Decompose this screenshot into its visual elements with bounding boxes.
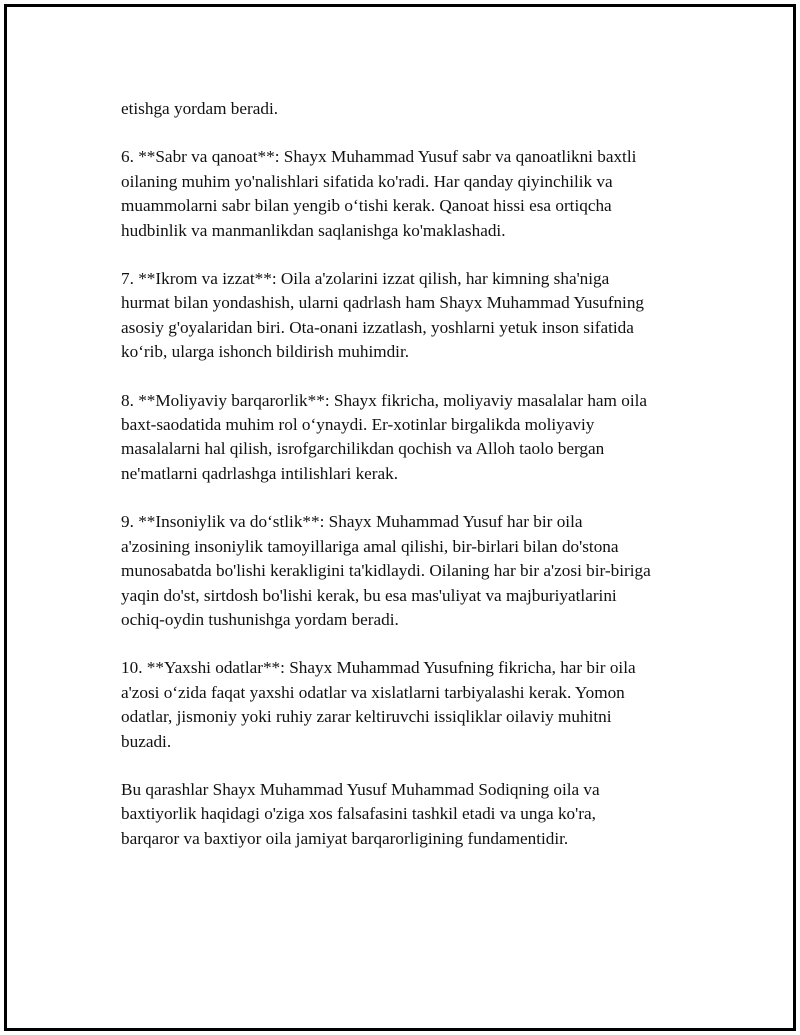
paragraph-sabr-va-qanoat: 6. **Sabr va qanoat**: Shayx Muhammad Yusuf sabr va qanoatlikni baxtli oilaning muhim yo'nalishlari sifatida ko'radi. Har qanday qiyinchilik va muammolarni sabr bilan yengib oʻtishi kerak. Qanoat hissi esa ortiqcha hudbinlik va manmanlikdan saqlanishga ko'maklashadi. (121, 147, 637, 240)
paragraph-continuation: etishga yordam beradi. (121, 99, 279, 118)
paragraph-insoniylik-va-dostlik: 9. **Insoniylik va doʻstlik**: Shayx Muhammad Yusuf har bir oila a'zosining insoniylik tamoyillariga amal qilishi, bir-birlari bilan do'stona munosabatda bo'lishi kerakligini ta'kidlaydi. Oilaning har bir a'zosi bir-biriga yaqin do'st, sirtdosh bo'lishi kerak, bu esa mas'uliyat va majburiyatlarini ochiq-oydin tushunishga yordam beradi. (121, 512, 651, 629)
page-frame (4, 4, 796, 1031)
paragraph-ikrom-va-izzat: 7. **Ikrom va izzat**: Oila a'zolarini izzat qilish, har kimning sha'niga hurmat bilan yondashish, ularni qadrlash ham Shayx Muhammad Yusufning asosiy g'oyalaridan biri. Ota-onani izzatlash, yoshlarni yetuk inson sifatida koʻrib, ularga ishonch bildirish muhimdir. (121, 269, 645, 362)
paragraph-yaxshi-odatlar: 10. **Yaxshi odatlar**: Shayx Muhammad Yusufning fikricha, har bir oila a'zosi oʻzida faqat yaxshi odatlar va xislatlarni tarbiyalashi kerak. Yomon odatlar, jismoniy yoki ruhiy zarar keltiruvchi issiqliklar oilaviy muhitni buzadi. (121, 658, 636, 751)
paragraph-conclusion: Bu qarashlar Shayx Muhammad Yusuf Muhammad Sodiqning oila va baxtiyorlik haqidagi o'ziga xos falsafasini tashkil etadi va unga ko'ra, barqaror va baxtiyor oila jamiyat barqarorligining fundamentidir. (121, 779, 600, 848)
document-body (121, 97, 701, 875)
paragraph-moliyaviy-barqarorlik: 8. **Moliyaviy barqarorlik**: Shayx fikricha, moliyaviy masalalar ham oila baxt-saodatida muhim rol oʻynaydi. Er-xotinlar birgalikda moliyaviy masalalarni hal qilish, isrofgarchilikdan qochish va Alloh taolo bergan ne'matlarni qadrlashga intilishlari kerak. (121, 390, 647, 483)
